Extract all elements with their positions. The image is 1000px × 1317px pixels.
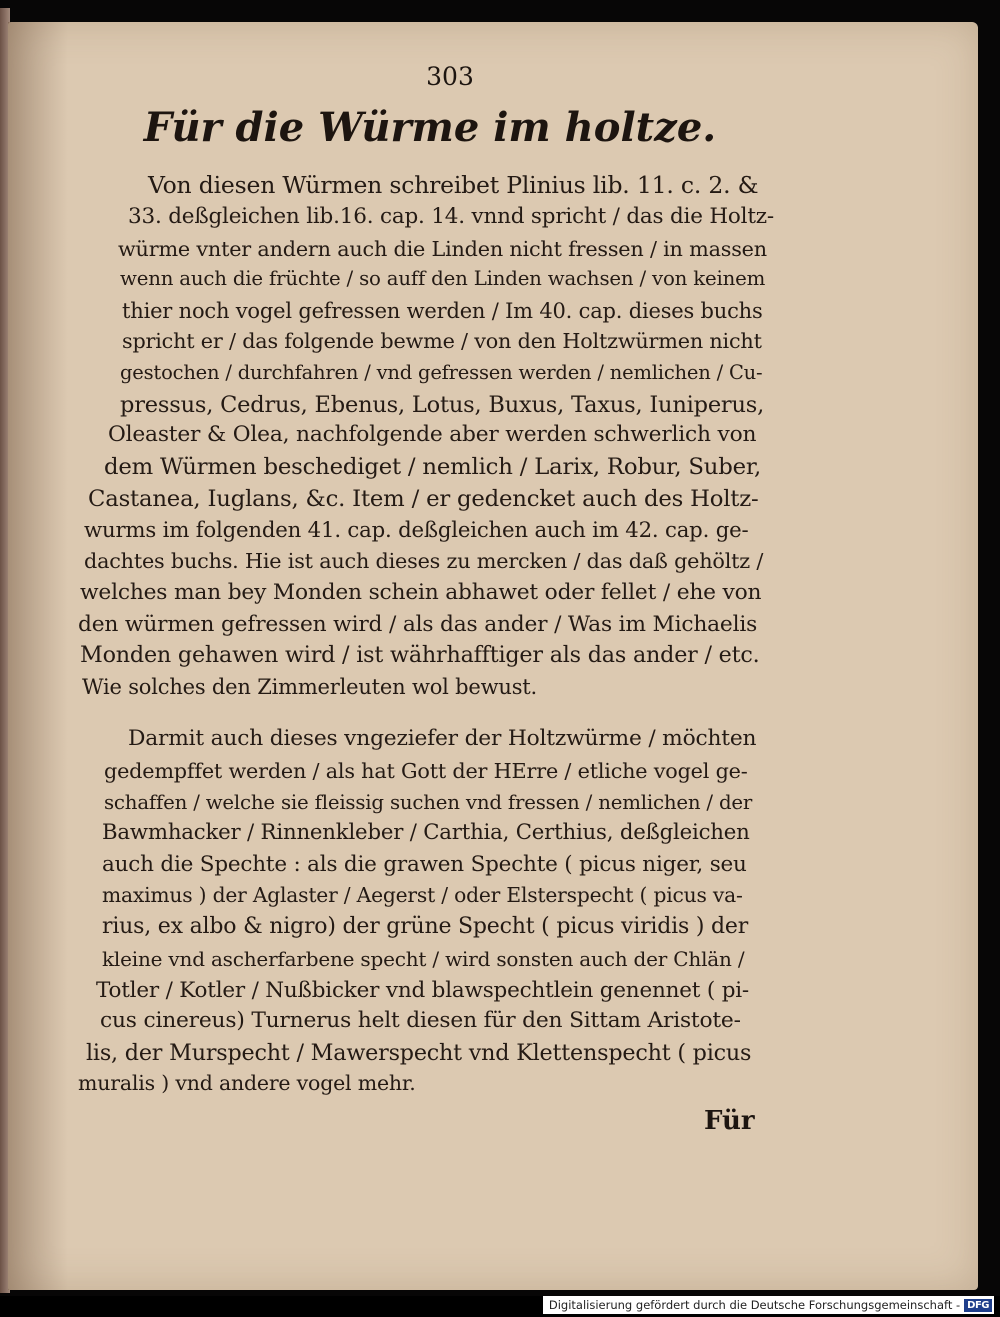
text-line: dachtes buchs. Hie ist auch dieses zu mercken / das daß gehöltz / [84, 549, 764, 573]
text-line: thier noch vogel gefressen werden / Im 40. cap. dieses buchs [122, 299, 763, 323]
text-line: Bawmhacker / Rinnenkleber / Carthia, Certhius, deßgleichen [102, 820, 750, 845]
text-line: maximus ) der Aglaster / Aegerst / oder Elsterspecht ( picus va- [102, 883, 743, 907]
dfg-logo: DFG [964, 1299, 992, 1312]
text-line: lis, der Murspecht / Mawerspecht vnd Klettenspecht ( picus [86, 1040, 752, 1066]
text-line: muralis ) vnd andere vogel mehr. [78, 1071, 416, 1095]
text-line: wurms im folgenden 41. cap. deßgleichen auch im 42. cap. ge- [84, 518, 749, 543]
text-line: Totler / Kotler / Nußbicker vnd blawspechtlein genennet ( pi- [96, 978, 749, 1003]
text-line: schaffen / welche sie fleissig suchen vnd fressen / nemlichen / der [104, 791, 753, 814]
section-heading: Für die Würme im holtze. [143, 104, 717, 151]
text-line: pressus, Cedrus, Ebenus, Lotus, Buxus, Taxus, Iuniperus, [120, 392, 765, 418]
page-number: 303 [426, 62, 474, 91]
text-line: Darmit auch dieses vngeziefer der Holtzwürme / möchten [128, 726, 757, 751]
text-line: kleine vnd ascherfarbene specht / wird sonsten auch der Chlän / [102, 947, 745, 971]
text-line: gestochen / durchfahren / vnd gefressen werden / nemlichen / Cu- [120, 361, 763, 384]
text-line: Oleaster & Olea, nachfolgende aber werden schwerlich von [108, 422, 757, 447]
text-line: rius, ex albo & nigro) der grüne Specht ( picus viridis ) der [102, 914, 749, 939]
text-line: auch die Spechte : als die grawen Spechte ( picus niger, seu [102, 852, 747, 877]
text-line: gedempffet werden / als hat Gott der HErre / etliche vogel ge- [104, 759, 748, 783]
text-line: cus cinereus) Turnerus helt diesen für den Sittam Aristote- [100, 1008, 741, 1033]
text-line: den würmen gefressen wird / als das ander / Was im Michaelis [78, 612, 758, 637]
text-line: welches man bey Monden schein abhawet oder fellet / ehe von [80, 580, 762, 605]
text-line: wenn auch die früchte / so auff den Linden wachsen / von keinem [120, 267, 766, 290]
catchword: Für [704, 1106, 755, 1136]
text-line: spricht er / das folgende bewme / von den Holtzwürmen nicht [122, 329, 762, 353]
text-line: 33. deßgleichen lib.16. cap. 14. vnnd spricht / das die Holtz- [128, 204, 774, 229]
footer-credit: Digitalisierung gefördert durch die Deutsche Forschungsgemeinschaft - [548, 1298, 961, 1312]
text-line: Monden gehawen wird / ist währhafftiger als das ander / etc. [80, 642, 760, 668]
text-line: dem Würmen beschediget / nemlich / Larix, Robur, Suber, [104, 454, 762, 480]
text-line: Castanea, Iuglans, &c. Item / er gedencket auch des Holtz- [88, 486, 759, 512]
text-line: Von diesen Würmen schreibet Plinius lib. 11. c. 2. & [148, 171, 759, 199]
text-line: Wie solches den Zimmerleuten wol bewust. [82, 675, 538, 699]
digitization-footer [543, 1296, 994, 1314]
text-line: würme vnter andern auch die Linden nicht fressen / in massen [118, 237, 767, 261]
